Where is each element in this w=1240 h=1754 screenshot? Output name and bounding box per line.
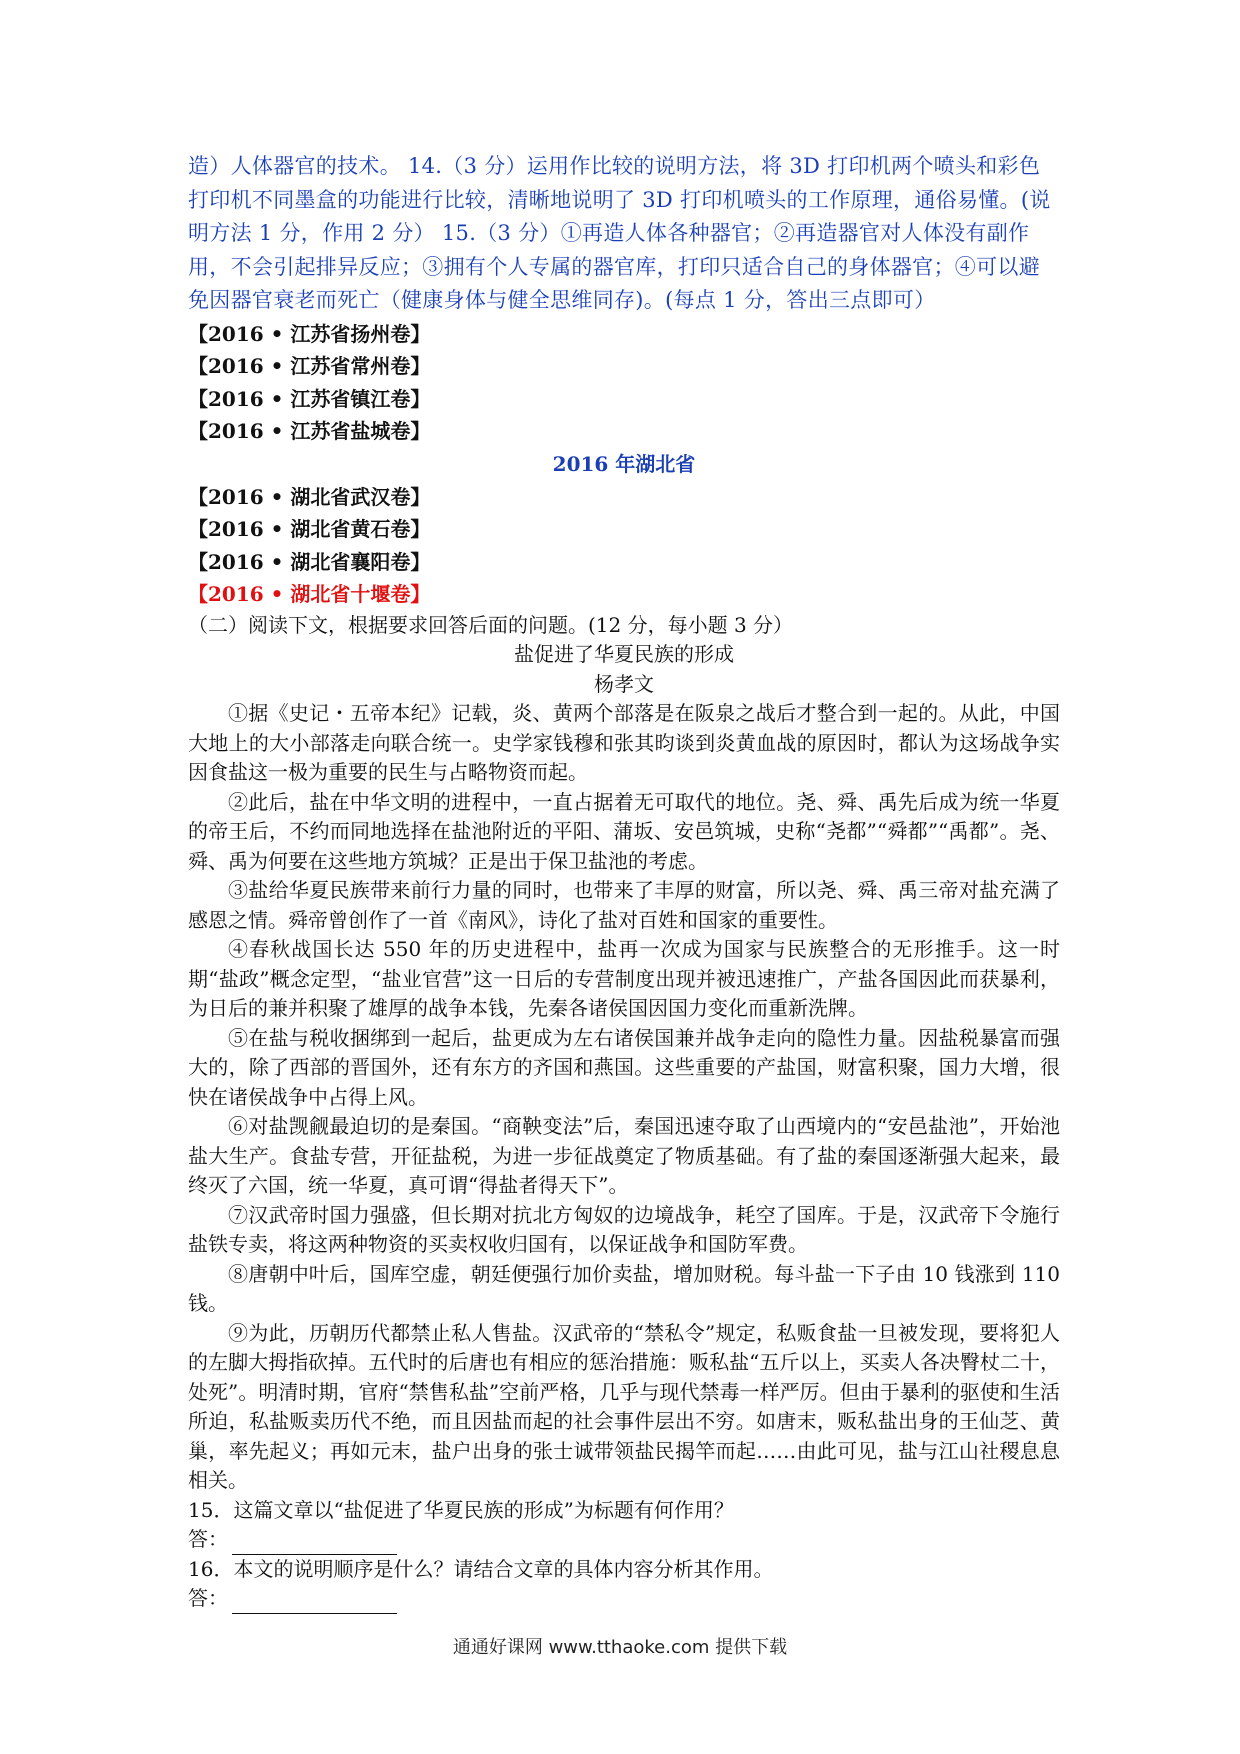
section-intro: （二）阅读下文，根据要求回答后面的问题。(12 分，每小题 3 分） — [188, 612, 794, 637]
region-heading: 【2016 • 湖北省黄石卷】 — [188, 517, 431, 541]
question-text: 16．本文的说明顺序是什么？请结合文章的具体内容分析其作用。 — [188, 1556, 774, 1581]
region-heading: 【2016 • 江苏省扬州卷】 — [188, 321, 431, 346]
answer-key-text: 造）人体器官的技术。 14.（3 分）运用作比较的说明方法，将 3D 打印机两个喷头和彩色打印机不同墨盒的功能进行比较，清晰地说明了 3D 打印机喷头的工作原理，通俗易懂。(说明方法 1 分，作用 2 分） 15.（3 分）①再造人体各种器官；②再造器官对人体没有副作用，不会引起排异反应；③拥有个人专属的器官库，打印只适合自己的身体器官；④可以避免因器官衰老而死亡（健康身体与健全思维同存)。(每点 1 分，答出三点即可） — [188, 154, 1051, 312]
hubei-region-list — [188, 481, 1060, 611]
article-paragraph: ②此后，盐在中华文明的进程中，一直占据着无可取代的地位。尧、舜、禹先后成为统一华夏的帝王后，不约而同地选择在盐池附近的平阳、蒲坂、安邑筑城，史称“尧都”“舜都”“禹都”。尧、舜、禹为何要在这些地方筑城？正是出于保卫盐池的考虑。 — [188, 789, 1060, 873]
province-title: 2016 年湖北省 — [552, 451, 696, 476]
answer-blank[interactable] — [232, 1534, 397, 1555]
highlighted-region-heading: 【2016 • 湖北省十堰卷】 — [188, 582, 431, 606]
article-paragraph: ⑨为此，历朝历代都禁止私人售盐。汉武帝的“禁私令”规定，私贩食盐一旦被发现，要将犯人的左脚大拇指砍掉。五代时的后唐也有相应的惩治措施：贩私盐“五斤以上，买卖人各决臀杖二十，处死”。明清时期，官府“禁售私盐”空前严格，几乎与现代禁毒一样严厉。但由于暴利的驱使和生活所迫，私盐贩卖历代不绝，而且因盐而起的社会事件层出不穷。如唐末，贩私盐出身的王仙芝、黄巢，率先起义；再如元末，盐户出身的张士诚带领盐民揭竿而起……由此可见，盐与江山社稷息息相关。 — [188, 1320, 1060, 1492]
answer-label: 答： — [188, 1586, 228, 1610]
region-heading: 【2016 • 江苏省盐城卷】 — [188, 419, 431, 443]
region-heading: 【2016 • 江苏省镇江卷】 — [188, 386, 431, 411]
article-paragraph: ⑥对盐觊觎最迫切的是秦国。“商鞅变法”后，秦国迅速夺取了山西境内的“安邑盐池”，开始池盐大生产。食盐专营，开征盐税，为进一步征战奠定了物质基础。有了盐的秦国逐渐强大起来，最终灭了六国，统一华夏，真可谓“得盐者得天下”。 — [188, 1114, 1060, 1197]
article-paragraph: ⑧唐朝中叶后，国库空虚，朝廷便强行加价卖盐，增加财税。每斗盐一下子由 10 钱涨到 110 钱。 — [188, 1261, 1060, 1315]
question-text: 15．这篇文章以“盐促进了华夏民族的形成”为标题有何作用？ — [188, 1497, 734, 1522]
answer-blank[interactable] — [232, 1593, 397, 1614]
region-heading: 【2016 • 江苏省常州卷】 — [188, 354, 431, 378]
article-paragraph: ⑦汉武帝时国力强盛，但长期对抗北方匈奴的边境战争，耗空了国库。于是，汉武帝下令施行盐铁专卖，将这两种物资的买卖权收归国有，以保证战争和国防军费。 — [188, 1202, 1060, 1256]
question-list — [188, 1496, 1060, 1614]
page-footer: 通通好课网 www.tthaoke.com 提供下载 — [452, 1637, 788, 1658]
answer-key-block — [188, 150, 1060, 318]
article-paragraph: ①据《史记・五帝本纪》记载，炎、黄两个部落是在阪泉之战后才整合到一起的。从此，中国大地上的大小部落走向联合统一。史学家钱穆和张其昀谈到炎黄血战的原因时，都认为这场战争实因食盐这一极为重要的民生与占略物资而起。 — [188, 701, 1060, 784]
article-paragraph: ⑤在盐与税收捆绑到一起后，盐更成为左右诸侯国兼并战争走向的隐性力量。因盐税暴富而强大的，除了西部的晋国外，还有东方的齐国和燕国。这些重要的产盐国，财富积聚，国力大增，很快在诸侯战争中占得上风。 — [188, 1025, 1060, 1109]
article-title: 盐促进了华夏民族的形成 — [514, 642, 734, 666]
article-author: 杨孝文 — [594, 671, 654, 696]
answer-row — [188, 1525, 1060, 1555]
article-paragraph: ④春秋战国长达 550 年的历史进程中，盐再一次成为国家与民族整合的无形推手。这一时期“盐政”概念定型，“盐业官营”这一日后的专营制度出现并被迅速推广，产盐各国因此而获暴利，为日后的兼并积聚了雄厚的战争本钱，先秦各诸侯国因国力变化而重新洗牌。 — [188, 937, 1060, 1020]
region-heading: 【2016 • 湖北省武汉卷】 — [188, 484, 431, 509]
answer-label: 答： — [188, 1527, 228, 1551]
region-heading: 【2016 • 湖北省襄阳卷】 — [188, 549, 431, 574]
page-content — [188, 150, 1060, 1614]
article-paragraph: ③盐给华夏民族带来前行力量的同时，也带来了丰厚的财富，所以尧、舜、禹三帝对盐充满了感恩之情。舜帝曾创作了一首《南风》，诗化了盐对百姓和国家的重要性。 — [188, 878, 1060, 932]
jiangsu-region-list — [188, 318, 1060, 448]
answer-row — [188, 1584, 1060, 1614]
article — [188, 640, 1060, 1496]
